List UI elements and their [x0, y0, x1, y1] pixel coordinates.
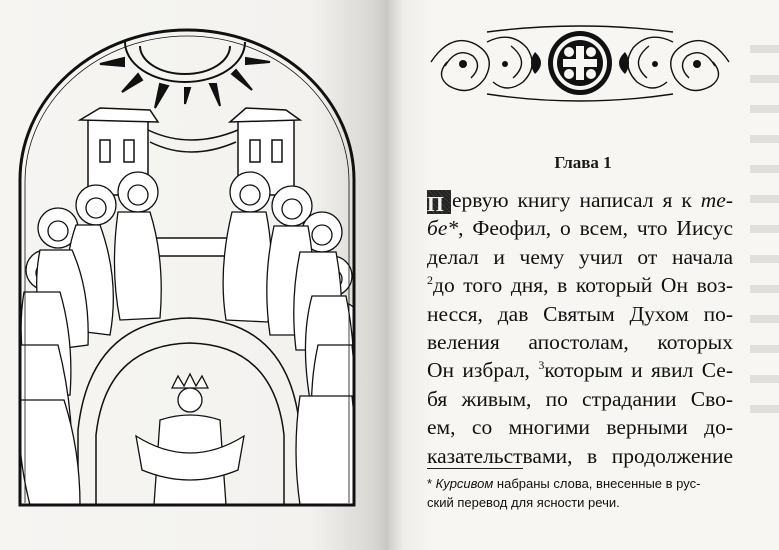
text-line: бе*, Феофил, о всем, что Иисус: [427, 216, 733, 241]
chapter-title: Глава 1: [554, 153, 612, 172]
drop-cap: П: [427, 190, 451, 214]
icon-scene: [18, 42, 360, 505]
text-line: несся, дав Святым Духом по-: [427, 301, 733, 326]
show-through: [750, 45, 779, 435]
ornamental-headpiece: [427, 22, 733, 104]
text-line: П ервую книгу написал я к те-: [427, 186, 733, 214]
text-line: ем, со многими верными до-: [427, 415, 733, 440]
scripture-text: [427, 186, 733, 470]
footnote-rule: [427, 468, 523, 469]
kosmos-figure: [136, 374, 244, 505]
left-page: [0, 0, 388, 550]
text-line: бя живым, по страдании Сво-: [427, 386, 733, 411]
apostles-right: [223, 172, 360, 505]
text-line: казательствами, в продолжение: [427, 443, 733, 468]
footnote: * Курсивом набраны слова, внесенные в рус- ский перевод для ясности речи.: [427, 476, 701, 510]
text-line: делал и чему учил от начала: [427, 244, 733, 269]
verse-number: 3: [538, 358, 545, 373]
verse-number: 2: [427, 273, 433, 288]
sun-icon: [100, 42, 270, 108]
text-line: веления апостолам, которых: [427, 329, 733, 354]
text-line: Он избрал, $^3$которым и явил Се-: [427, 358, 733, 383]
text-line: $^2$до того дня, в который Он воз-: [427, 273, 733, 298]
pentecost-icon-illustration: [0, 0, 388, 550]
